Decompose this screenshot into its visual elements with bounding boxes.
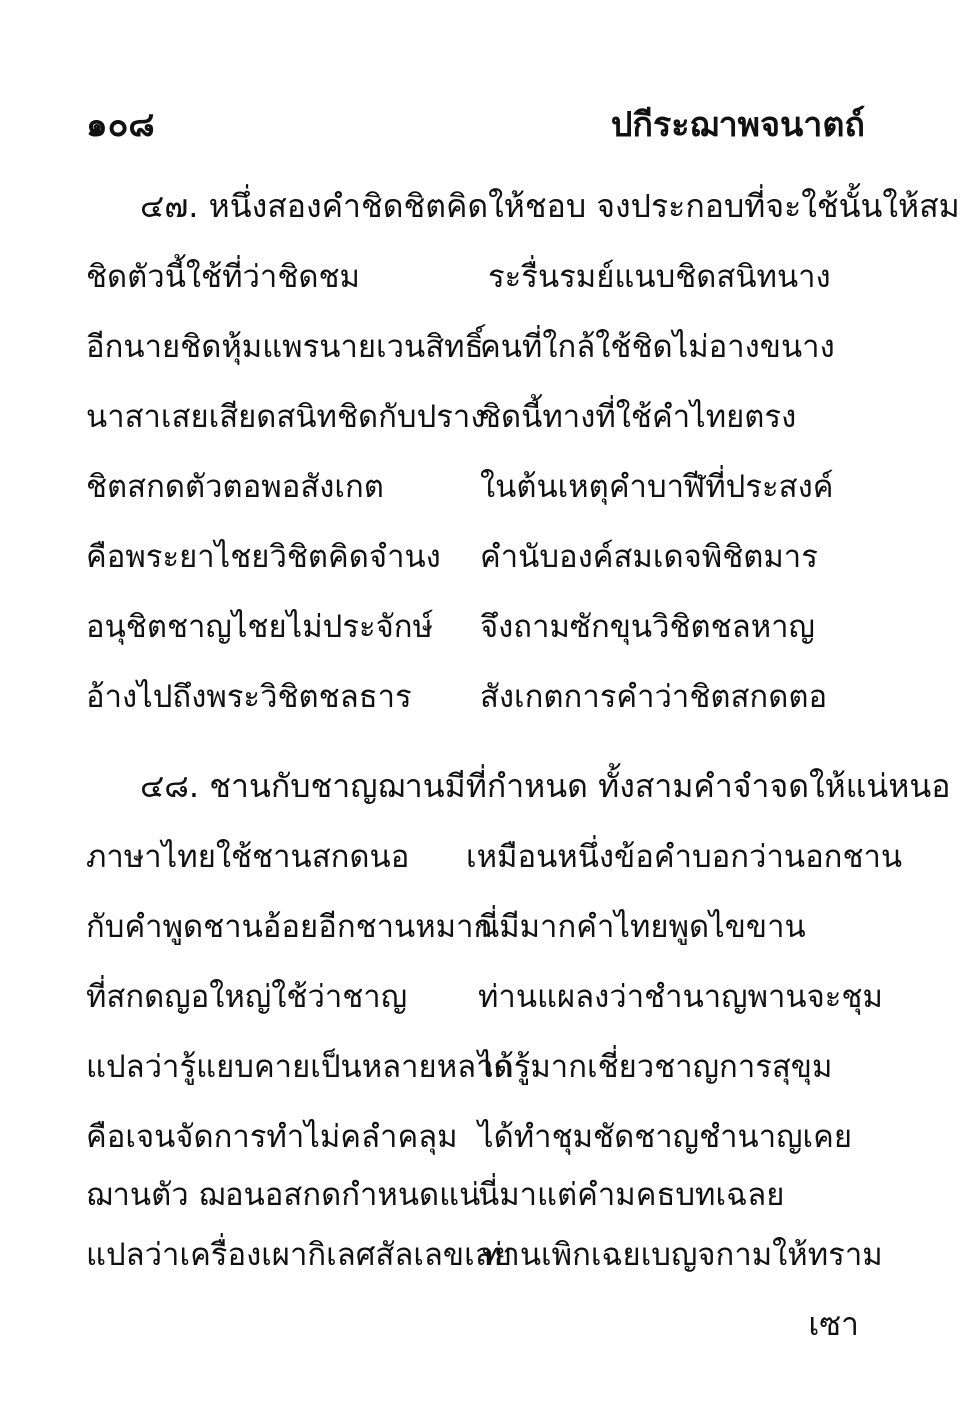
couplet [86, 1049, 886, 1098]
couplet-right: ชิดนี้ทางที่ใช้คำไทยตรง [480, 399, 797, 435]
couplet [86, 909, 886, 958]
running-title: ปกีระฌาพจนาตถ์ [610, 105, 865, 145]
couplet [86, 679, 886, 728]
couplet [86, 539, 886, 588]
couplet [86, 1119, 886, 1168]
couplet-left: ชิดตัวนี้ใช้ที่ว่าชิดชม [86, 259, 360, 295]
couplet [86, 609, 886, 658]
couplet [86, 259, 886, 308]
couplet-right: ในต้นเหตุคำบาฬีที่ประสงค์ [480, 469, 834, 505]
couplet-right: เหมือนหนึ่งข้อคำบอกว่านอกชาน [466, 839, 903, 875]
couplet-left: กับคำพูดชานอ้อยอีกชานหมาก [86, 909, 493, 945]
couplet-right: นี่มาแต่คำมคธบทเฉลย [478, 1177, 785, 1213]
catchword: เซา [808, 1305, 859, 1343]
couplet-left: อีกนายชิดหุ้มแพรนายเวนสิทธิ์ [86, 329, 484, 365]
couplet [86, 1177, 886, 1226]
couplet-left: ชิตสกดตัวตอพอสังเกต [86, 469, 384, 505]
couplet-left: ฌานตัว ฌอนอสกดกำหนดแน่ [86, 1177, 481, 1213]
couplet [86, 469, 886, 518]
couplet-right: คำนับองค์สมเดจพิชิตมาร [480, 539, 818, 575]
section-intro: ๔๗. หนึ่งสองคำชิดชิตคิดให้ชอบ จงประกอบที่จะใช้นั้นให้สม [140, 187, 960, 225]
couplet-right: ท่านแผลงว่าชำนาญพานจะชุม [478, 979, 883, 1015]
couplet-right: ระรื่นรมย์แนบชิดสนิทนาง [488, 259, 831, 295]
couplet-left: นาสาเสยเสียดสนิทชิดกับปราง [86, 399, 486, 435]
couplet-left: อ้างไปถึงพระวิชิตชลธาร [86, 679, 412, 715]
couplet [86, 979, 886, 1028]
couplet-left: แปลว่ารู้แยบคายเป็นหลายหลาก [86, 1049, 513, 1085]
couplet-left: คือพระยาไชยวิชิตคิดจำนง [86, 539, 441, 575]
couplet-right: ได้ทำชุมชัดชาญชำนาญเคย [478, 1119, 853, 1155]
couplet-right: จึงถามซักขุนวิชิตชลหาญ [480, 609, 815, 645]
page-number: ๑๐๘ [86, 105, 155, 145]
couplet [86, 329, 886, 378]
couplet-right: คนที่ใกล้ใช้ชิดไม่อางขนาง [480, 329, 835, 365]
couplet-left: ภาษาไทยใช้ชานสกดนอ [86, 839, 410, 875]
couplet [86, 839, 903, 888]
couplet-right: ได้รู้มากเชี่ยวชาญการสุขุม [478, 1049, 833, 1085]
section-intro: ๔๘. ชานกับชาญฌานมีที่กำหนด ทั้งสามคำจำจดให้แน่หนอ [140, 767, 951, 805]
couplet-right: นี่มีมากคำไทยพูดไขขาน [478, 909, 806, 945]
couplet-right: สังเกตการคำว่าชิตสกดตอ [480, 679, 828, 715]
couplet [86, 1237, 886, 1286]
couplet-left: อนุชิตชาญไชยไม่ประจักษ์ [86, 609, 434, 645]
couplet [86, 399, 886, 448]
couplet-left: คือเจนจัดการทำไม่คลำคลุม [86, 1119, 458, 1155]
couplet-left: ที่สกดญอใหญ่ใช้ว่าชาญ [86, 979, 408, 1015]
couplet-left: แปลว่าเครื่องเผากิเลศสัลเลขเลย [86, 1237, 512, 1273]
couplet-right: ท่านเพิกเฉยเบญจกามให้ทราม [482, 1237, 883, 1273]
